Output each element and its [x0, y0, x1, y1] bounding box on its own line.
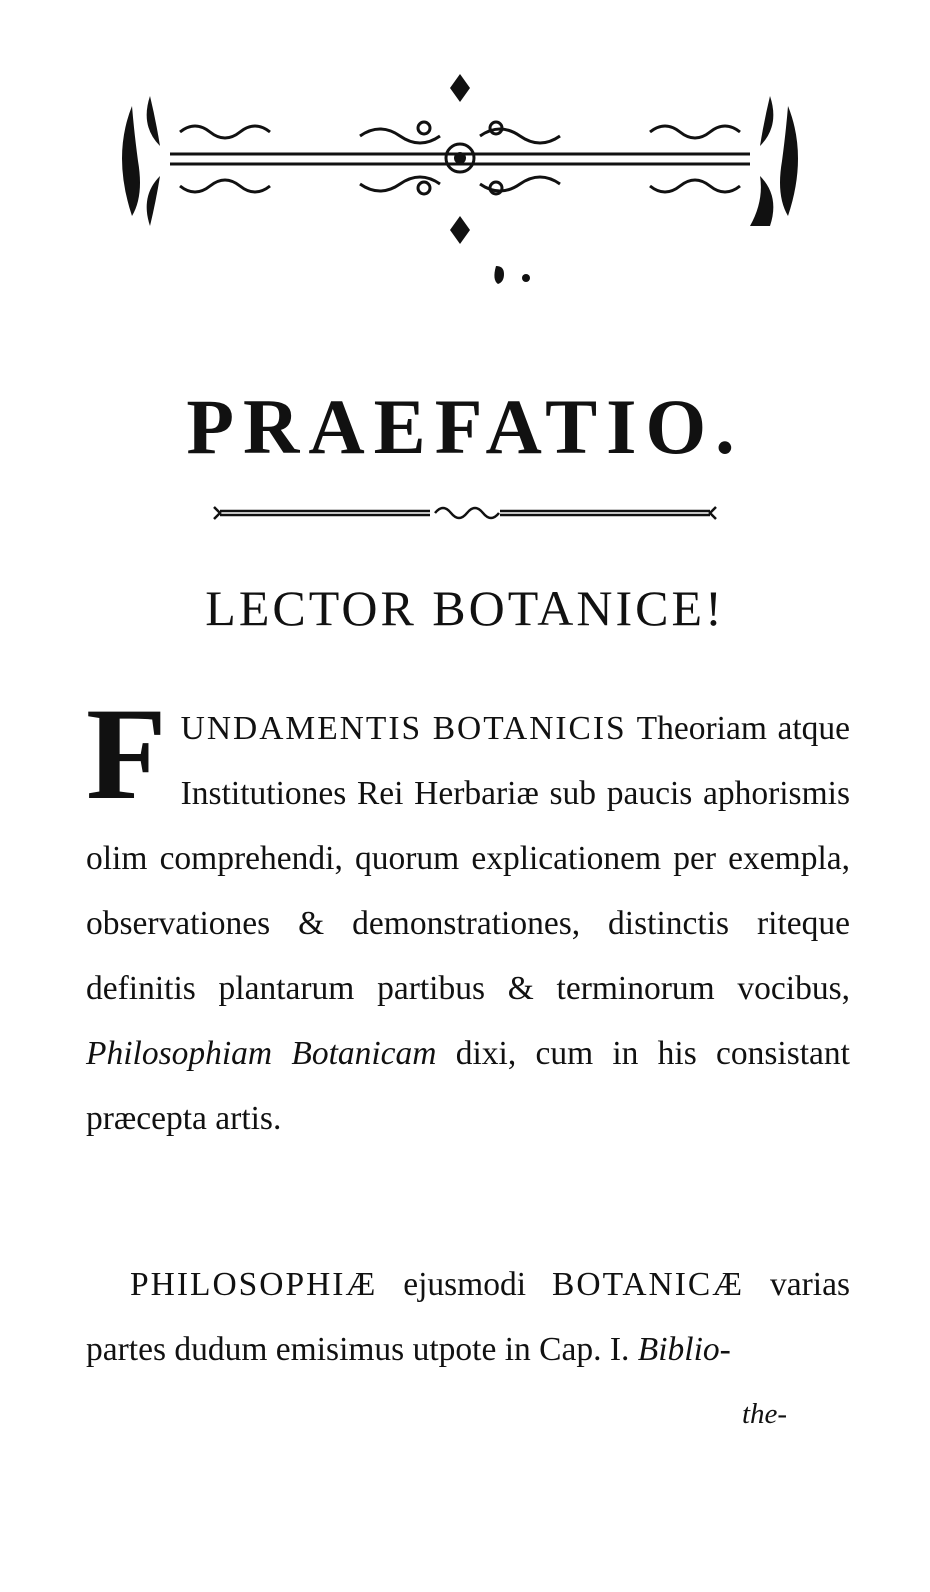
paragraph-text: Theoriam atque Institutiones Rei Herbariæ sub paucis aphorismis olim comprehendi, quorum explicationem per exempla, observationes & demonstrationes, distinctis riteque definitis plantarum partibus & terminorum vocibus,	[86, 710, 850, 1007]
paragraph-text: varias partes dudum emisimus utpote in Cap. I.	[86, 1266, 850, 1368]
small-caps-term: BOTANICIS	[432, 710, 627, 747]
lead-small-caps: UNDAMENTIS	[180, 710, 423, 747]
page-title: PRAEFATIO.	[186, 383, 744, 470]
salutation-heading: LECTOR BOTANICE!	[205, 580, 725, 636]
lead-small-caps: PHILOSOPHIÆ	[130, 1266, 378, 1303]
paragraph-text: dixi, cum in his consistant præcepta artis.	[86, 1035, 850, 1137]
drop-cap: F	[86, 680, 167, 827]
paragraph-1	[86, 680, 850, 1151]
italic-term: Philosophiam Botanicam	[86, 1035, 437, 1072]
decorative-rule	[210, 497, 720, 527]
floral-headpiece-ornament	[110, 66, 810, 246]
small-caps-term: BOTANICÆ	[552, 1266, 745, 1303]
paragraph-text: ejusmodi	[377, 1266, 553, 1303]
paragraph-2	[86, 1252, 850, 1382]
catchword: the-	[742, 1398, 788, 1430]
italic-term: Biblio-	[637, 1331, 731, 1368]
ink-dots-decoration	[490, 262, 550, 286]
